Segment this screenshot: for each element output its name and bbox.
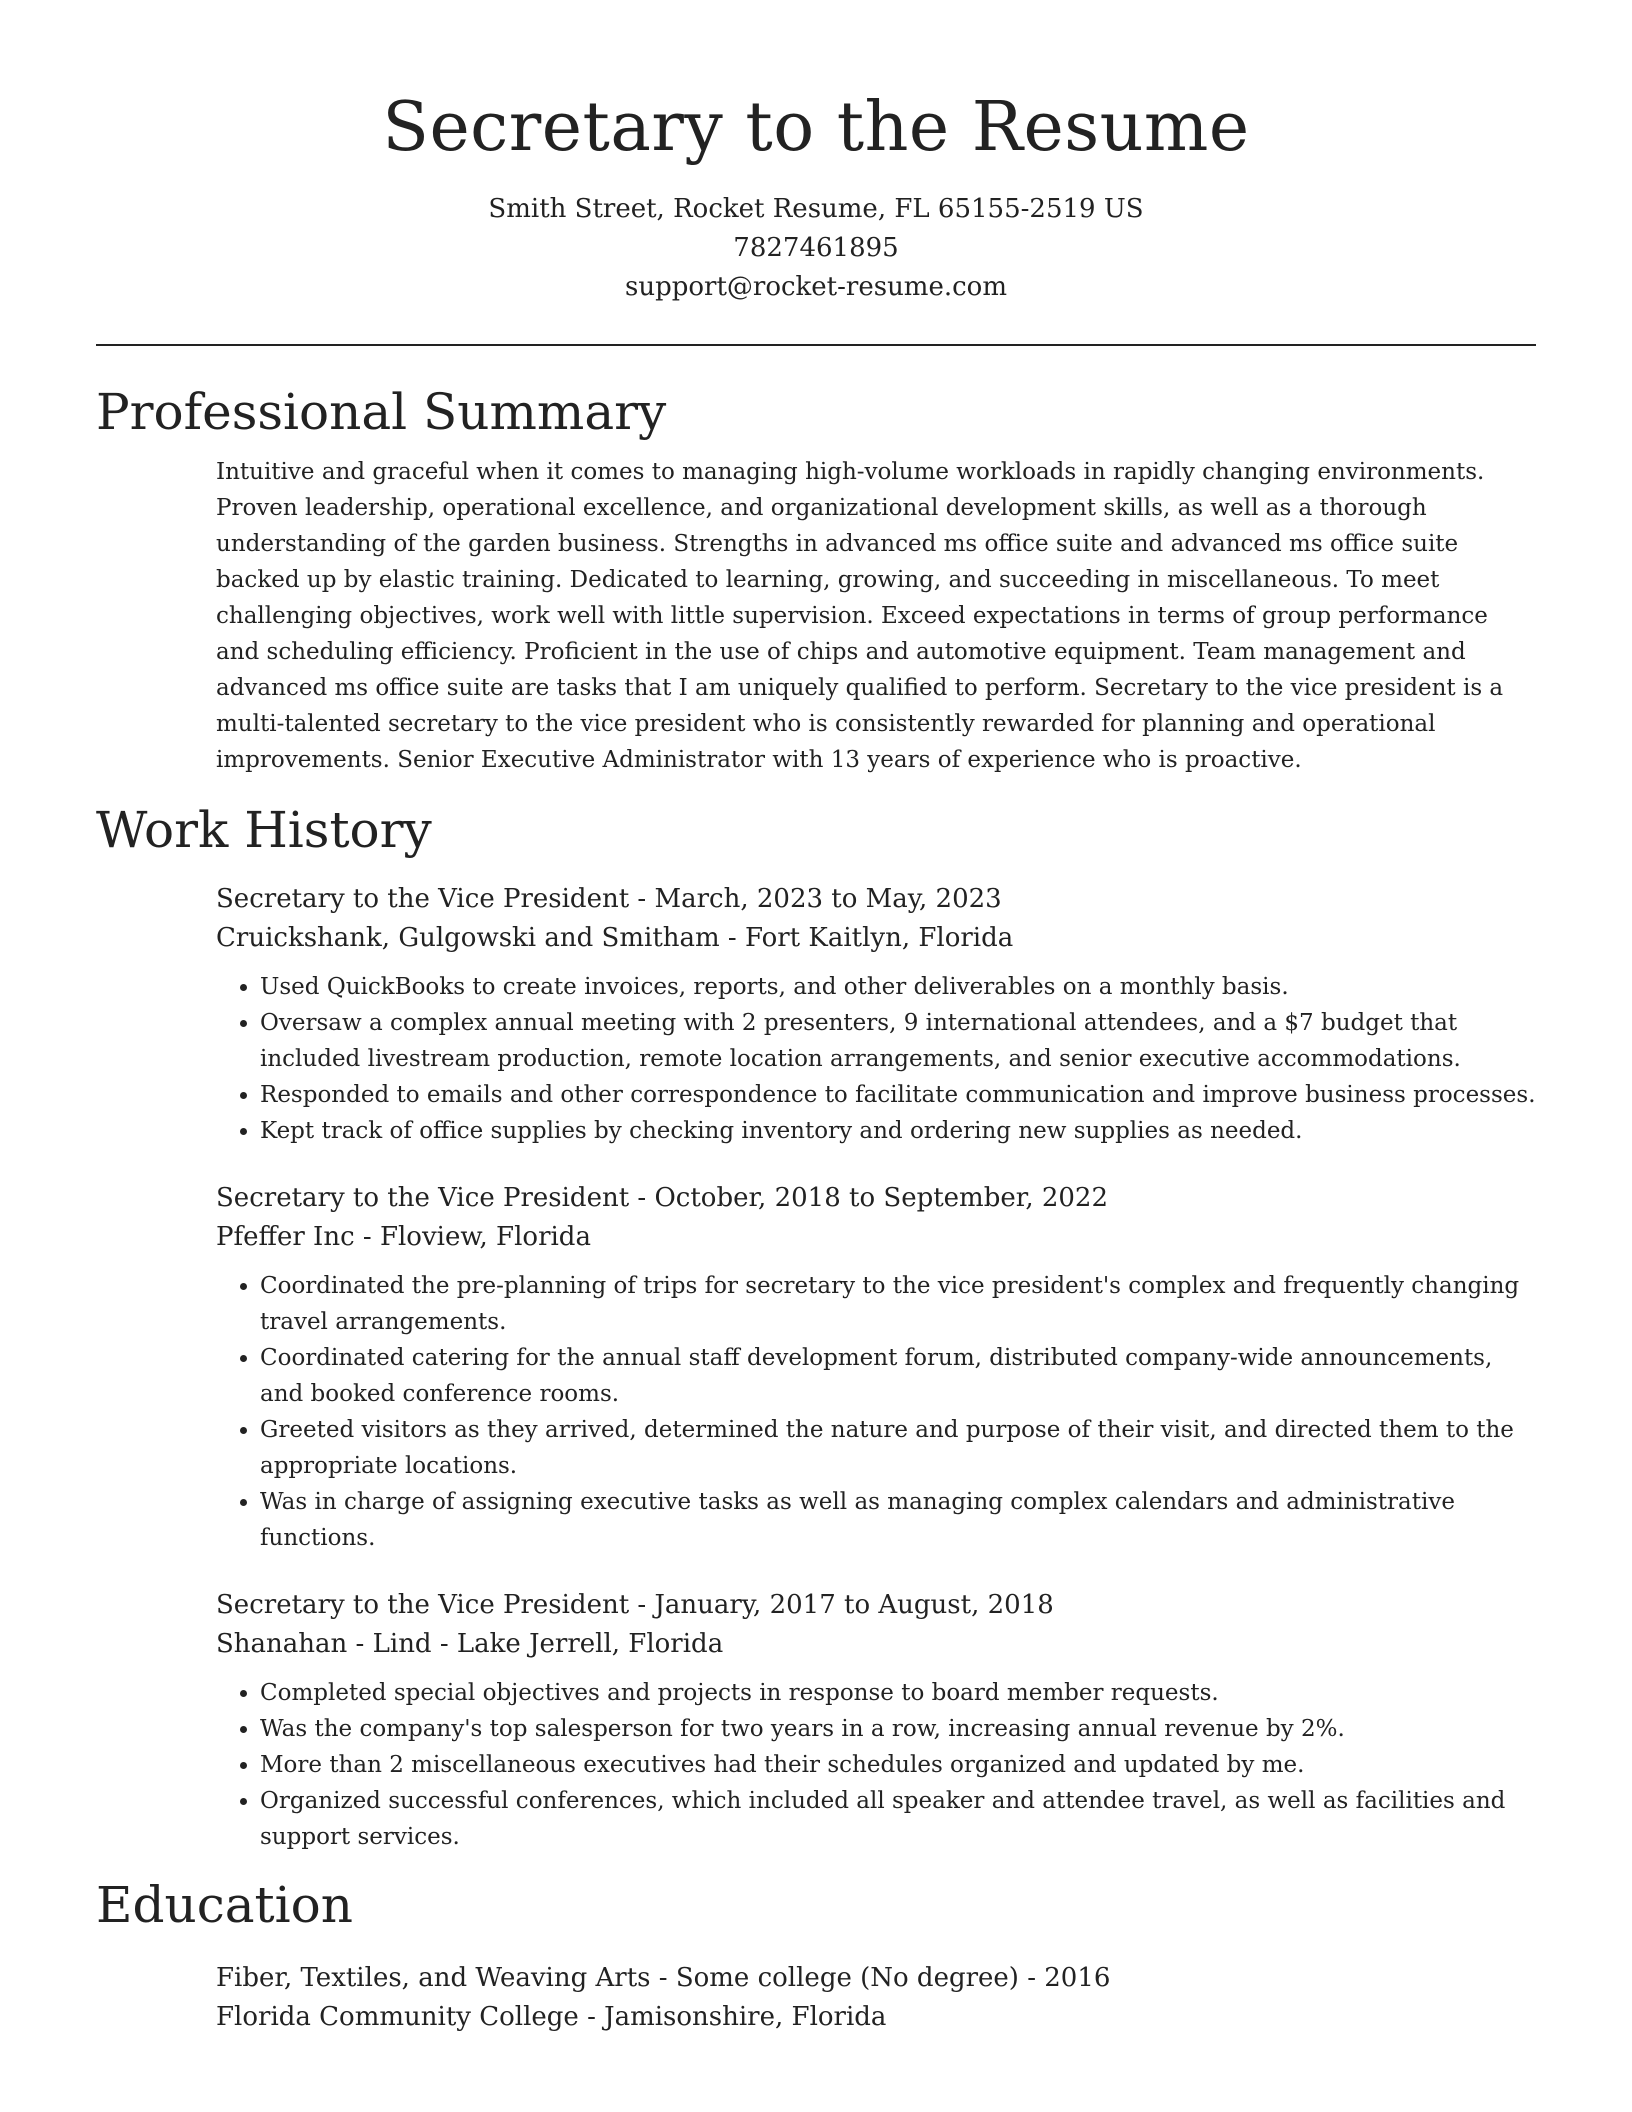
job-bullet: • Greeted visitors as they arrived, determined the nature and purpose of their visit, and directed them to the appropriate locations. — [260, 1412, 1536, 1484]
job-role: Secretary to the Vice President — [216, 1183, 630, 1213]
job-bullet: • Coordinated catering for the annual staff development forum, distributed company-wide announcements, and booked conference rooms. — [260, 1340, 1536, 1412]
job-title-line — [216, 1179, 1536, 1218]
job-entry — [216, 880, 1536, 1149]
education-entry — [216, 1959, 1536, 2037]
section-title-education: Education — [96, 1876, 353, 1934]
section-title-work-history: Work History — [96, 801, 432, 859]
job-bullet: • Organized successful conferences, which included all speaker and attendee travel, as well as facilities and support services. — [260, 1783, 1536, 1855]
job-bullet: • More than 2 miscellaneous executives had their schedules organized and updated by me. — [260, 1747, 1536, 1783]
resume-header — [96, 0, 1536, 307]
job-bullets — [216, 969, 1536, 1149]
job-company: Cruickshank, Gulgowski and Smitham — [216, 923, 720, 953]
education-field: Fiber, Textiles, and Weaving Arts — [216, 1963, 651, 1993]
job-bullet: • Completed special objectives and projects in response to board member requests. — [260, 1675, 1536, 1711]
education-detail: - Some college (No degree) - 2016 — [650, 1963, 1111, 1993]
job-bullet: • Coordinated the pre-planning of trips for secretary to the vice president's complex and frequently changing travel arrangements. — [260, 1268, 1536, 1340]
job-company: Pfeffer Inc — [216, 1222, 355, 1252]
job-company-line — [216, 919, 1536, 958]
summary-text: Intuitive and graceful when it comes to managing high-volume workloads in rapidly changing environments. Proven leadership, operational excellence, and organizational development skills, as well as a thorough understanding of the garden business. Strengths in advanced ms office suite and advanced ms office suite backed up by elastic training. Dedicated to learning, growing, and succeeding in miscellaneous. To meet challenging objectives, work well with little supervision. Exceed expectations in terms of group performance and scheduling efficiency. Proficient in the use of chips and automotive equipment. Team management and advanced ms office suite are tasks that I am uniquely qualified to perform. Secretary to the vice president is a multi-talented secretary to the vice president who is consistently rewarded for planning and operational improvements. Senior Executive Administrator with 13 years of experience who is proactive. — [216, 459, 1504, 773]
resume-name: Secretary to the Resume — [382, 88, 1250, 167]
job-company-line — [216, 1218, 1536, 1257]
job-company: Shanahan - Lind — [216, 1629, 432, 1659]
job-entry — [216, 1179, 1536, 1556]
job-dates: - January, 2017 to August, 2018 — [629, 1590, 1054, 1620]
job-entry — [216, 1586, 1536, 1855]
header-divider — [96, 344, 1536, 346]
resume-page — [96, 0, 1536, 2037]
education-school-line — [216, 1998, 1536, 2037]
education-school: Florida Community College — [216, 2002, 579, 2032]
job-bullet: • Kept track of office supplies by checking inventory and ordering new supplies as needed. — [260, 1113, 1536, 1149]
contact-info — [96, 190, 1536, 307]
job-role: Secretary to the Vice President — [216, 1590, 630, 1620]
job-location: - Floview, Florida — [354, 1222, 591, 1252]
job-bullets — [216, 1675, 1536, 1855]
job-bullet: • Was the company's top salesperson for two years in a row, increasing annual revenue by 2%. — [260, 1711, 1536, 1747]
contact-phone: 7827461895 — [733, 233, 899, 263]
education-location: - Jamisonshire, Florida — [578, 2002, 887, 2032]
job-company-line — [216, 1625, 1536, 1664]
job-bullet: • Used QuickBooks to create invoices, reports, and other deliverables on a monthly basis. — [260, 969, 1536, 1005]
contact-email: support@rocket-resume.com — [624, 272, 1007, 302]
job-bullet: • Responded to emails and other correspondence to facilitate communication and improve business processes. — [260, 1077, 1536, 1113]
contact-address: Smith Street, Rocket Resume, FL 65155-2519 US — [488, 194, 1144, 224]
job-dates: - March, 2023 to May, 2023 — [629, 884, 1002, 914]
job-location: - Lake Jerrell, Florida — [431, 1629, 724, 1659]
job-bullets — [216, 1268, 1536, 1556]
job-title-line — [216, 880, 1536, 919]
job-title-line — [216, 1586, 1536, 1625]
job-bullet: • Oversaw a complex annual meeting with 2 presenters, 9 international attendees, and a $7 budget that included livestream production, remote location arrangements, and senior executive accommodations. — [260, 1005, 1536, 1077]
job-location: - Fort Kaitlyn, Florida — [719, 923, 1014, 953]
job-bullet: • Was in charge of assigning executive tasks as well as managing complex calendars and administrative functions. — [260, 1484, 1536, 1556]
job-dates: - October, 2018 to September, 2022 — [629, 1183, 1109, 1213]
section-title-summary: Professional Summary — [96, 383, 667, 441]
job-role: Secretary to the Vice President — [216, 884, 630, 914]
education-degree-line — [216, 1959, 1536, 1998]
